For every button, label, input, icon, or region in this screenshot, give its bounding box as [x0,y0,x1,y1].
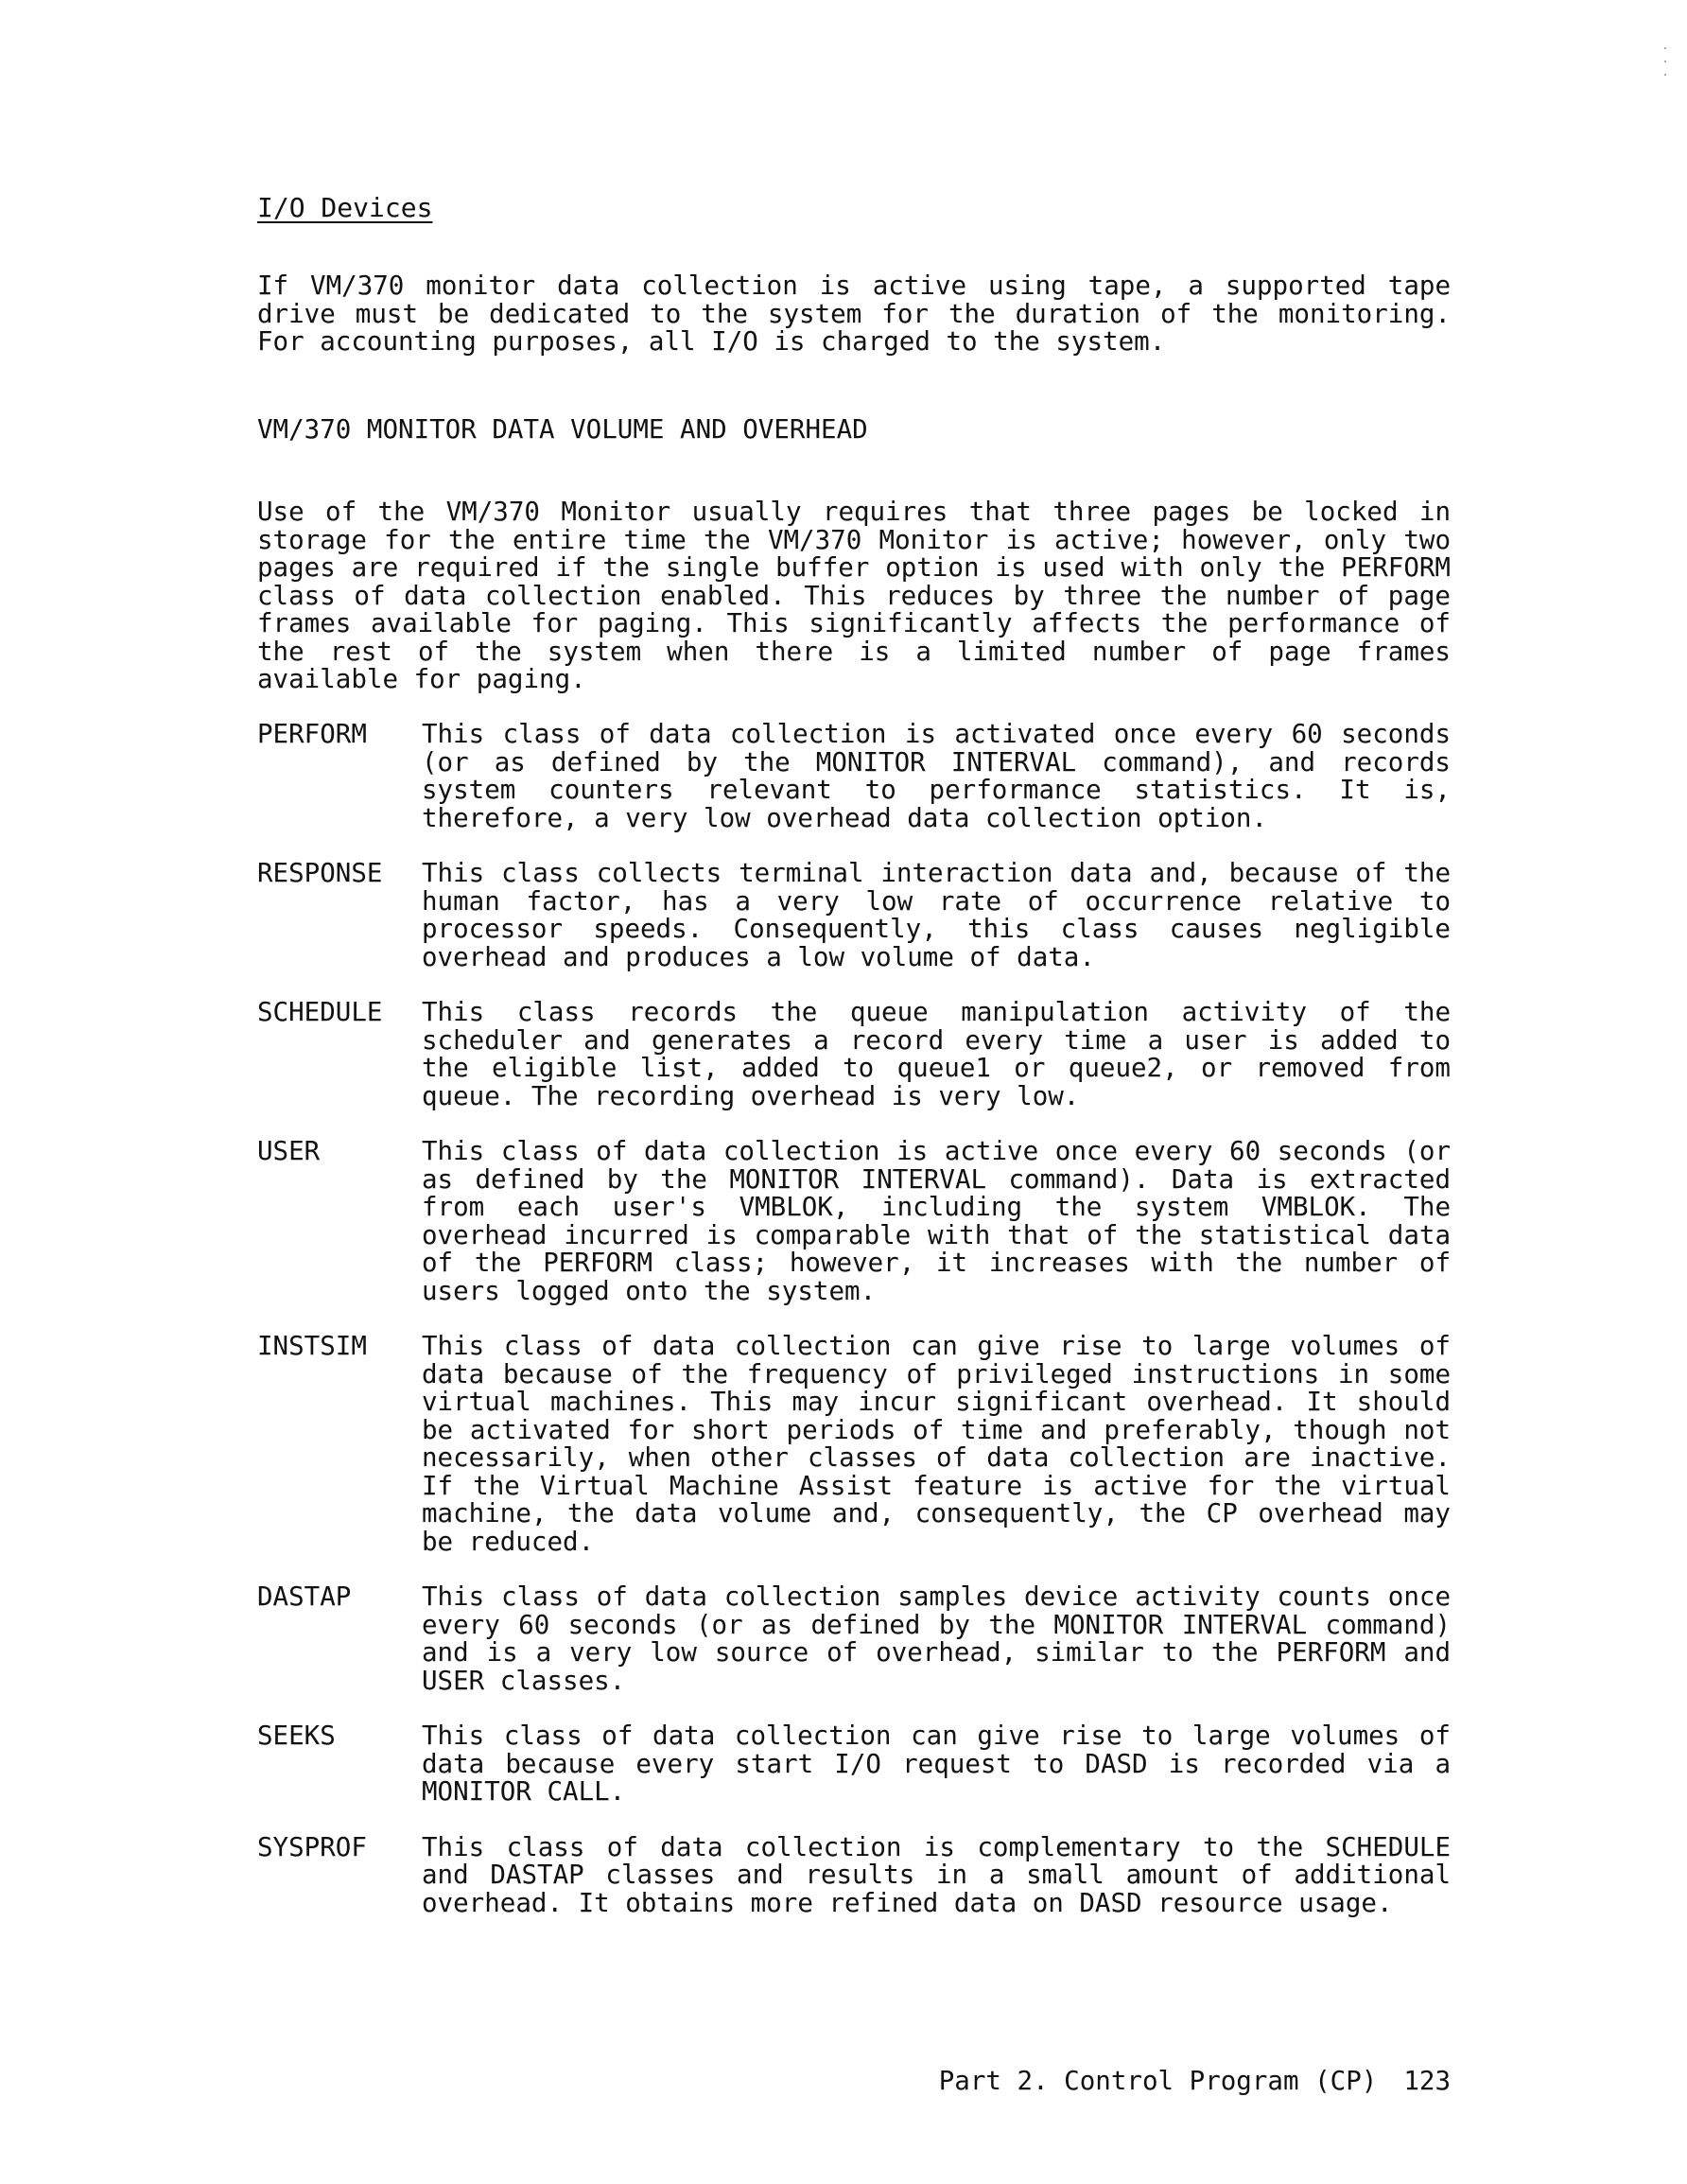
page-footer [877,2035,1452,2126]
monitor-overhead-paragraph: Use of the VM/370 Monitor usually requires that three pages be locked in storage for the entire time the VM/370 Monitor is active; however, only two pages are required if the single buffer option is used with only the PERFORM class of data collection enabled. This reduces by three the number of page frames available for paging. This significantly affects the performance of the rest of the system when there is a limited number of page frames available for paging. [257,497,1451,694]
class-description: This class records the queue manipulation activity of the scheduler and generates a record every time a user is added to the eligible list, added to queue1 or queue2, or removed from queue. The recording overhead is very low. [422,997,1451,1111]
monitor-overhead-heading: VM/370 MONITOR DATA VOLUME AND OVERHEAD [257,414,868,445]
class-description: This class of data collection samples device activity counts once every 60 seconds (or as defined by the MONITOR INTERVAL command) and is a very low source of overhead, similar to the PERFORM and USER classes. [422,1581,1451,1696]
class-term: RESPONSE [257,858,383,888]
class-entry-schedule [257,999,1451,1110]
class-description: This class of data collection can give rise to large volumes of data because of the frequency of privileged instructions in some virtual machines. This may incur significant overhead. It should be activated for short periods of time and preferably, though not necessarily, when other classes of data collection are inactive. If the Virtual Machine Assist feature is active for the virtual machine, the data volume and, consequently, the CP overhead may be reduced. [422,1331,1451,1557]
class-description: This class collects terminal interaction data and, because of the human factor, has a very low rate of occurrence relative to processor speeds. Consequently, this class causes negligible overhead and produces a low volume of data. [422,858,1451,972]
page-number: 123 [1403,2066,1451,2096]
class-entry-instsim [257,1333,1451,1556]
class-entry-perform [257,721,1451,832]
class-term: SEEKS [257,1721,336,1751]
edge-scan-marks [1664,47,1670,85]
class-entry-sysprof [257,1831,1451,1918]
class-description: This class of data collection can give rise to large volumes of data because every start I/O request to DASD is recorded via a MONITOR CALL. [422,1721,1451,1807]
class-term: INSTSIM [257,1331,367,1361]
io-devices-heading: I/O Devices [257,192,433,223]
class-entry-seeks [257,1722,1451,1807]
io-devices-paragraph: If VM/370 monitor data collection is active using tape, a supported tape drive must be dedicated to the system for the duration of the monitoring. For accounting purposes, all I/O is charged to the system. [257,271,1451,357]
monitor-class-list [257,721,1451,1945]
class-entry-dastap [257,1583,1451,1695]
class-description: This class of data collection is activated once every 60 seconds (or as defined by the MONITOR INTERVAL command), and records system counters relevant to performance statistics. It is, therefore, a very low overhead data collection option. [422,719,1451,833]
class-entry-user [257,1138,1451,1305]
class-term: USER [257,1136,321,1166]
class-description: This class of data collection is complementary to the SCHEDULE and DASTAP classes and results in a small amount of additional overhead. It obtains more refined data on DASD resource usage. [422,1831,1451,1918]
class-term: SCHEDULE [257,997,383,1027]
class-term: SYSPROF [257,1831,367,1862]
class-description: This class of data collection is active once every 60 seconds (or as defined by the MONITOR INTERVAL command). Data is extracted from each user's VMBLOK, including the system VMBLOK. The overhead incurred is comparable with that of the statistical data of the PERFORM class; however, it increases with the number of users logged onto the system. [422,1136,1451,1306]
class-term: PERFORM [257,719,367,749]
footer-title: Part 2. Control Program (CP) [938,2066,1378,2096]
class-entry-response [257,860,1451,971]
class-term: DASTAP [257,1581,352,1612]
